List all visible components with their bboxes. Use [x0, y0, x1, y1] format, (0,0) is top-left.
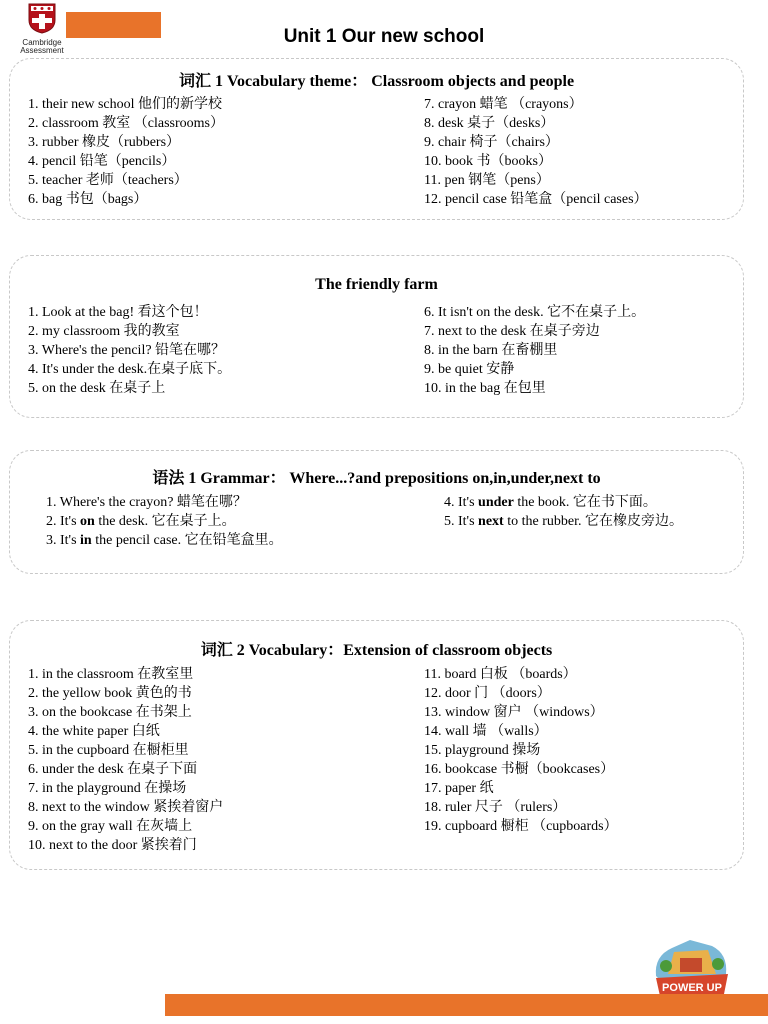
power-up-badge-icon: [650, 936, 734, 1002]
list-item: 6. It isn't on the desk. 它不在桌子上。: [424, 305, 646, 320]
list-item: 7. next to the desk 在桌子旁边: [424, 324, 600, 339]
section-title: 词汇 1 Vocabulary theme： Classroom objects and people: [178, 73, 575, 90]
list-item: 9. on the gray wall 在灰墙上: [28, 819, 193, 834]
list-item: 1. in the classroom 在教室里: [28, 667, 194, 682]
list-item: 18. ruler 尺子 （rulers）: [424, 800, 567, 815]
list-item: [444, 512, 683, 531]
vocab-right-list: [424, 95, 648, 209]
item-text: the book. 它在书下面。: [513, 495, 657, 510]
list-item: 16. bookcase 书橱（bookcases）: [424, 762, 615, 777]
preposition-word: on: [80, 514, 95, 529]
list-item: 4. pencil 铅笔（pencils）: [28, 154, 176, 169]
power-up-logo: [650, 936, 734, 1002]
list-item: 12. door 门 （doors）: [424, 686, 551, 701]
list-item: 1. their new school 他们的新学校: [28, 97, 223, 112]
list-item: 11. pen 钢笔（pens）: [424, 173, 550, 188]
list-item: 5. in the cupboard 在橱柜里: [28, 743, 189, 758]
preposition-word: next: [478, 514, 504, 529]
list-item: 15. playground 操场: [424, 743, 541, 758]
list-item: 11. board 白板 （boards）: [424, 667, 577, 682]
friendly-farm-box: [9, 255, 744, 418]
list-item: 8. next to the window 紧挨着窗户: [28, 800, 224, 815]
list-item: 4. It's under the desk.在桌子底下。: [28, 362, 232, 377]
list-item: 10. next to the door 紧挨着门: [28, 838, 197, 853]
preposition-word: under: [478, 495, 514, 510]
list-item: 9. be quiet 安静: [424, 362, 515, 377]
item-text: 5. It's: [444, 514, 479, 529]
section-title: 词汇 2 Vocabulary：Extension of classroom objects: [200, 642, 553, 659]
list-item: 5. on the desk 在桌子上: [28, 381, 166, 396]
vocab-left-list: [28, 95, 224, 209]
logo-line-2: Assessment: [20, 46, 64, 55]
preposition-word: in: [80, 533, 92, 548]
grammar-box: [9, 450, 744, 574]
item-text: the desk. 它在桌子上。: [94, 514, 236, 529]
item-text: 4. It's: [444, 495, 479, 510]
list-item: 19. cupboard 橱柜 （cupboards）: [424, 819, 618, 834]
list-item: 3. Where's the pencil? 铅笔在哪？: [28, 343, 226, 358]
item-text: to the rubber. 它在橡皮旁边。: [503, 514, 683, 529]
list-item: 4. the white paper 白纸: [28, 724, 160, 739]
list-item: 2. the yellow book 黄色的书: [28, 686, 192, 701]
item-text: 3. It's: [46, 533, 81, 548]
section-title: The friendly farm: [315, 276, 438, 293]
list-item: 6. bag 书包（bags）: [28, 192, 148, 207]
grammar-right-list: [444, 493, 683, 531]
list-item: 8. in the barn 在畜棚里: [424, 343, 558, 358]
grammar-left-list: [46, 493, 283, 550]
vocabulary-extension-box: [9, 620, 744, 870]
extension-right-list: [424, 665, 618, 836]
badge-text: POWER UP: [662, 982, 722, 994]
farm-right-list: [424, 303, 645, 398]
list-item: [444, 493, 683, 512]
list-item: 3. rubber 橡皮（rubbers）: [28, 135, 181, 150]
farm-left-list: [28, 303, 231, 398]
list-item: [46, 531, 283, 550]
list-item: 2. my classroom 我的教室: [28, 324, 180, 339]
logo-line-1: Cambridge: [22, 38, 62, 47]
list-item: 13. window 窗户 （windows）: [424, 705, 604, 720]
list-item: 14. wall 墙 （walls）: [424, 724, 548, 739]
list-item: 10. book 书（books）: [424, 154, 552, 169]
section-title: 语法 1 Grammar： Where...?and prepositions on,in,under,next to: [152, 470, 601, 487]
list-item: 8. desk 桌子（desks）: [424, 116, 555, 131]
list-item: [46, 512, 283, 531]
list-item: 7. crayon 蜡笔 （crayons）: [424, 97, 583, 112]
list-item: 17. paper 纸: [424, 781, 494, 796]
list-item: 2. classroom 教室 （classrooms）: [28, 116, 224, 131]
list-item: 3. on the bookcase 在书架上: [28, 705, 192, 720]
list-item: 1. Where's the crayon? 蜡笔在哪？: [46, 495, 247, 510]
list-item: 12. pencil case 铅笔盒（pencil cases）: [424, 192, 648, 207]
footer-accent-bar: [165, 994, 768, 1016]
list-item: 1. Look at the bag! 看这个包！: [28, 305, 208, 320]
list-item: 9. chair 椅子（chairs）: [424, 135, 559, 150]
list-item: 5. teacher 老师（teachers）: [28, 173, 188, 188]
item-text: the pencil case. 它在铅笔盒里。: [91, 533, 283, 548]
vocabulary-theme-box: [9, 58, 744, 220]
extension-left-list: [28, 665, 223, 855]
page-title: Unit 1 Our new school: [283, 26, 485, 47]
list-item: 6. under the desk 在桌子下面: [28, 762, 198, 777]
list-item: 7. in the playground 在操场: [28, 781, 187, 796]
list-item: 10. in the bag 在包里: [424, 381, 546, 396]
item-text: 2. It's: [46, 514, 81, 529]
